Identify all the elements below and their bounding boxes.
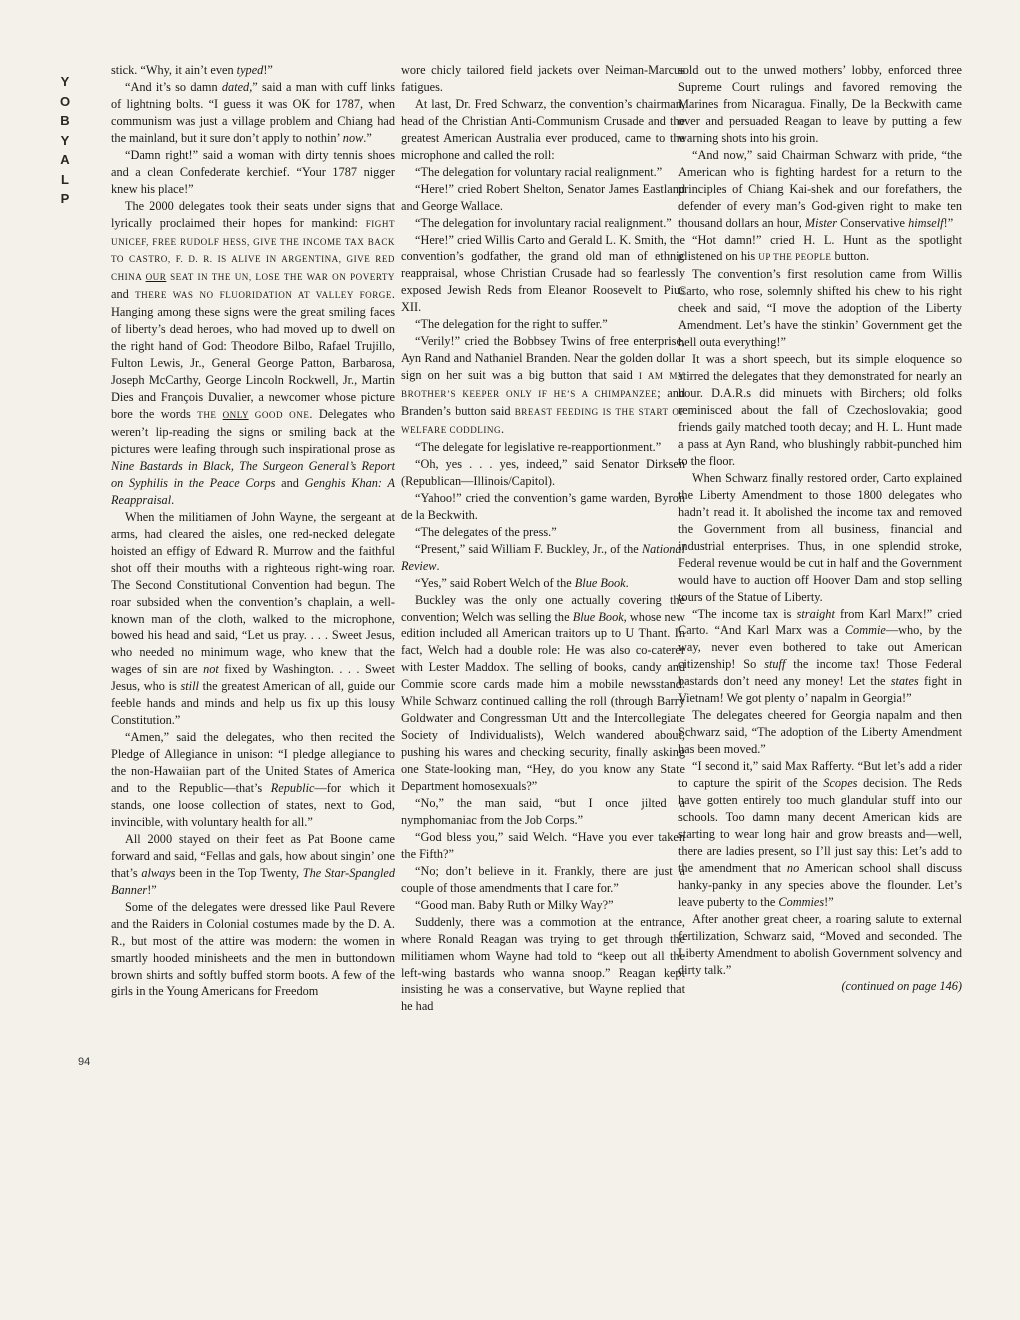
magazine-title-vertical [55,72,75,209]
paragraph: “And it’s so damn dated,” said a man with cuff links of lightning bolts. “I guess it was OK for 1787, when communism was just a village problem and Chiang had the mainland, but it sure don’t apply to nothin’ now.” [111,79,395,145]
continued-note: (continued on page 146) [841,979,962,994]
paragraph: The convention’s first resolution came from Willis Carto, who rose, solemnly shifted his chew to his right cheek and said, “I move the adoption of the Liberty Amendment. Let’s have the stinkin’ Government get the hell outa everything!” [678,267,962,350]
title-letter: Y [60,132,70,148]
paragraph: “Hot damn!” cried H. L. Hunt as the spotlight glistened on his UP THE PEOPLE button. [678,232,962,264]
paragraph: Suddenly, there was a commotion at the entrance, where Ronald Reagan was trying to get through the militiamen whom Wayne had told to “keep out all the left-wing bastards who wanna snoop.” Reagan kept insisting he was a conservative, but Wayne replied that he had [401,914,685,1014]
paragraph: The delegates cheered for Georgia napalm and then Schwarz said, “The adoption of the Liberty Amendment has been moved.” [678,708,962,757]
article-column-1 [111,62,395,1072]
title-letter: B [60,113,70,128]
paragraph: “Here!” cried Willis Carto and Gerald L. K. Smith, the convention’s godfather, the grand old man of ethnic reappraisal, whose Christian Crusade had so fearlessly exposed Jewish Reds from Eleanor Roosevelt to Pius XII. [401,232,685,315]
paragraph: “And now,” said Chairman Schwarz with pride, “the American who is fighting hardest for a return to the principles of Chiang Kai-shek and our forefathers, the defender of every man’s God-given right to make ten thousand dollars an hour, Mister Conservative himself!” [678,147,962,230]
paragraph: “The delegates of the press.” [415,524,557,539]
paragraph: All 2000 stayed on their feet as Pat Boone came forward and said, “Fellas and gals, how about singin’ one that’s always been in the Top Twenty, The Star-Spangled Banner!” [111,831,395,897]
paragraph: At last, Dr. Fred Schwarz, the convention’s chairman, head of the Christian Anti-Communism Crusade and the greatest American Australia ever produced, came to the microphone and called the roll: [401,96,685,162]
paragraph: “Present,” said William F. Buckley, Jr., of the National Review. [401,541,685,573]
paragraph: “The income tax is straight from Karl Marx!” cried Carto. “And Karl Marx was a Commie—who, by the way, never even bothered to take out American citizenship! So stuff the income tax! Those Federal bastards don’t need any money! Let the states fight in Vietnam! We got plenty o’ napalm in Georgia!” [678,606,962,706]
paragraph: “Damn right!” said a woman with dirty tennis shoes and a clean Confederate kerchief. “Your 1787 nigger knew his place!” [111,147,395,196]
paragraph: wore chicly tailored field jackets over Neiman-Marcus fatigues. [401,63,685,94]
paragraph: Buckley was the only one actually covering the convention; Welch was selling the Blue Book, whose new edition included all American traitors up to U Thant. In fact, Welch had a double role: He was also co-caterer with Lester Maddox. The selling of books, candy and Commie score cards made him a mobile newsstand. While Schwarz continued calling the roll (through Barry Goldwater and Congressman Utt and the Intercollegiate Society of Individualists), Welch wandered about, pushing his wares and checking security, finally asking one State-looking man, “Hey, do you know any State Department homosexuals?” [401,592,685,794]
paragraph: “Yahoo!” cried the convention’s game warden, Byron de la Beckwith. [401,490,685,522]
title-letter: O [59,93,71,109]
page-number: 94 [78,1056,91,1068]
paragraph: When Schwarz finally restored order, Carto explained the Liberty Amendment to those 1800 delegates who hadn’t read it. It abolished the income tax and removed the Government from all business, financial and industrial enterprises. Thus, in one splendid stroke, Federal revenue would be cut in half and the Government would have to auction off Hoover Dam and stop selling tours of the Statue of Liberty. [678,470,962,604]
title-letter: P [60,191,70,206]
paragraph: “The delegate for legislative re-reapportionment.” [415,439,662,454]
title-letter: Y [60,74,70,89]
paragraph: “No; don’t believe in it. Frankly, there are just a couple of those amendments that I care for.” [401,863,685,895]
paragraph: “Amen,” said the delegates, who then recited the Pledge of Allegiance in unison: “I pledge allegiance to the non-Hawaiian part of the United States of America and to the Republic—that’s Republic—for which it stands, one loose collection of states, next to God, invincible, with voluntary health for all.” [111,730,395,829]
paragraph: “The delegation for voluntary racial realignment.” [415,164,663,179]
paragraph: The 2000 delegates took their seats under signs that lyrically proclaimed their hopes for mankind: FIGHT UNICEF, FREE RUDOLF HESS, GIVE THE INCOME TAX BACK TO CASTRO, F. D. R. IS ALIVE IN ARGENTINA, GIVE RED CHINA OUR SEAT IN THE UN, LOSE THE WAR ON POVERTY and THERE WAS NO FLUORIDATION AT VALLEY FORGE. Hanging among these signs were the great smiling faces of liberty’s dead heroes, who had moved up to dwell on the right hand of God: Theodore Bilbo, Rafael Trujillo, Fulton Lewis, Jr., General George Patton, Barbarosa, Joseph McCarthy, George Lincoln Rockwell, Jr., Martin Dies and François Duvalier, a newcomer whose picture bore the words THE ONLY GOOD ONE. Delegates who weren’t lip-reading the signs or smiling back at the pictures were leafing through such inspirational prose as Nine Bastards in Black, The Surgeon General’s Report on Syphilis in the Peace Corps and Genghis Khan: A Reappraisal. [111,198,395,507]
paragraph: “The delegation for the right to suffer.” [415,317,608,332]
paragraph: “Here!” cried Robert Shelton, Senator James Eastland and George Wallace. [401,181,685,213]
paragraph: “God bless you,” said Welch. “Have you ever taken the Fifth?” [401,829,685,861]
article-column-2 [401,62,685,1072]
paragraph: “Verily!” cried the Bobbsey Twins of free enterprise, Ayn Rand and Nathaniel Branden. Near the golden dollar sign on her suit was a big button that said I AM MY BROTHER’S KEEPER ONLY IF HE’S A CHIMPANZEE; and Branden’s button said BREAST FEEDING IS THE START OF WELFARE CODDLING. [401,334,685,437]
paragraph: “No,” the man said, “but I once jilted a nymphomaniac from the Job Corps.” [401,795,685,827]
paragraph: “Yes,” said Robert Welch of the Blue Book. [415,575,629,590]
paragraph: “Oh, yes . . . yes, indeed,” said Senator Dirksen (Republican—Illinois/Capitol). [401,456,685,488]
article-column-3 [678,62,962,1072]
title-letter: L [61,171,69,187]
paragraph: sold out to the unwed mothers’ lobby, enforced three Supreme Court rulings and favored removing the Marines from Nicaragua. Finally, De la Beckwith came over and persuaded Reagan to leave by putting a few warning shots into his groin. [678,63,962,145]
paragraph: When the militiamen of John Wayne, the sergeant at arms, had cleared the aisles, one red-necked delegate hoisted an effigy of Edward R. Murrow and the faithful shot off their mouths with a righteous right-wing roar. The Second Constitutional Convention had begun. The roar subsided when the convention’s chaplain, a well-known man of the cloth, walked to the microphone, bowed his head and said, “Let us pray. . . . Sweet Jesus, who needed no minimum wage, who knew that the wages of sin are not fixed by Washington. . . . Sweet Jesus, who is still the greatest American of all, guide our feeble hands and minds and help us fix up this lousy Constitution.” [111,509,395,728]
paragraph: Some of the delegates were dressed like Paul Revere and the Raiders in Colonial costumes made by the D. A. R., but most of the attire was modern: the women in smartly hooded minisheets and the men in buttondown brown shirts and softly buffed storm boots. A few of the girls in the Young Americans for Freedom [111,899,395,999]
paragraph: “The delegation for involuntary racial realignment.” [415,215,672,230]
paragraph: It was a short speech, but its simple eloquence so stirred the delegates that they demonstrated for nearly an hour. D.A.R.s did minuets with Birchers; old folks reminisced about the fall of Czechoslovakia; good friends gaily matched tooth decay; and H. L. Hunt made a pass at Ayn Rand, who blushingly rabbit-punched him to the floor. [678,352,962,468]
paragraph: “I second it,” said Max Rafferty. “But let’s add a rider to capture the spirit of the Scopes decision. The Reds have gotten entirely too much glandular stuff into our schools. Too damn many decent American kids are starting to wear long hair and grow breasts and—well, there are ladies present, so I’ll just say this: Let’s add to the amendment that no American school shall discuss hanky-panky in any species above the flounder. Let’s leave puberty to the Commies!” [678,759,962,909]
title-letter: A [60,152,70,167]
paragraph: stick. “Why, it ain’t even typed!” [111,63,273,77]
paragraph: After another great cheer, a roaring salute to external fertilization, Schwarz said, “Moved and seconded. The Liberty Amendment to abolish Government solvency and dirty talk.” [678,911,962,977]
paragraph: “Good man. Baby Ruth or Milky Way?” [415,897,614,912]
